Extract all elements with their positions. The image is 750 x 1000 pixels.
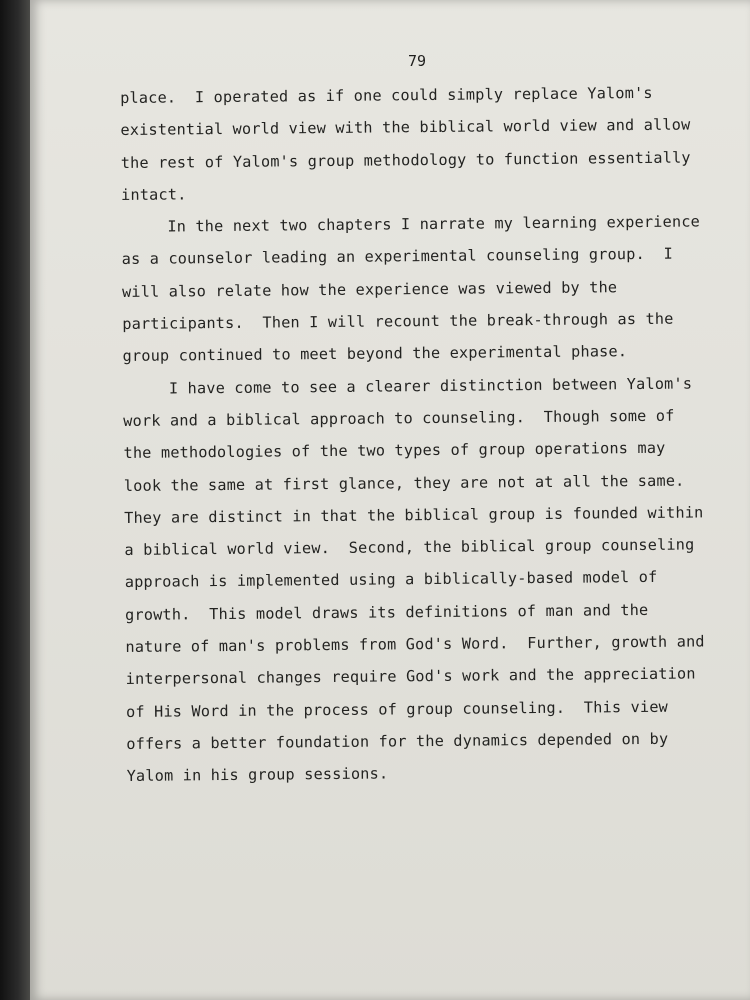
text-line: I have come to see a clearer distinction between Yalom's (168, 374, 693, 398)
text-line: growth. This model draws its definitions of man and the (125, 600, 649, 624)
text-line: will also relate how the experience was viewed by the (121, 278, 618, 301)
text-line: offers a better foundation for the dynamics depended on by (126, 729, 669, 753)
text-line: approach is implemented using a biblically-based model of (124, 568, 658, 592)
document-page (30, 0, 750, 1000)
text-line: existential world view with the biblical world view and allow (120, 115, 691, 140)
text-line: work and a biblical approach to counseling. Though some of (123, 406, 675, 430)
text-line: the methodologies of the two types of group operations may (123, 439, 666, 463)
text-line: participants. Then I will recount the break-through as the (122, 309, 674, 334)
text-line: Yalom in his group sessions. (126, 764, 389, 786)
book-binding-edge (0, 0, 30, 1000)
page-number: 79 (408, 52, 427, 70)
text-line: intact. (120, 185, 187, 204)
text-line: They are distinct in that the biblical group is founded within (124, 503, 704, 527)
text-line: as a counselor leading an experimental counseling group. I (121, 245, 674, 269)
text-line: interpersonal changes require God's work and the appreciation (125, 664, 696, 689)
text-line: of His Word in the process of group counseling. This view (125, 697, 669, 721)
text-line: look the same at first glance, they are not at all the same. (123, 471, 685, 495)
text-line: group continued to meet beyond the experimental phase. (122, 342, 628, 366)
text-line: In the next two chapters I narrate my learning experience (167, 212, 701, 236)
body-text (120, 76, 750, 793)
text-line: a biblical world view. Second, the biblical group counseling (124, 535, 695, 560)
text-line: the rest of Yalom's group methodology to function essentially (120, 148, 691, 172)
text-line: nature of man's problems from God's Word. Further, growth and (125, 632, 705, 657)
paragraph-1 (120, 76, 750, 211)
paragraph-3 (123, 367, 750, 793)
paragraph-2 (121, 205, 750, 373)
text-line: place. I operated as if one could simply replace Yalom's (120, 83, 653, 107)
